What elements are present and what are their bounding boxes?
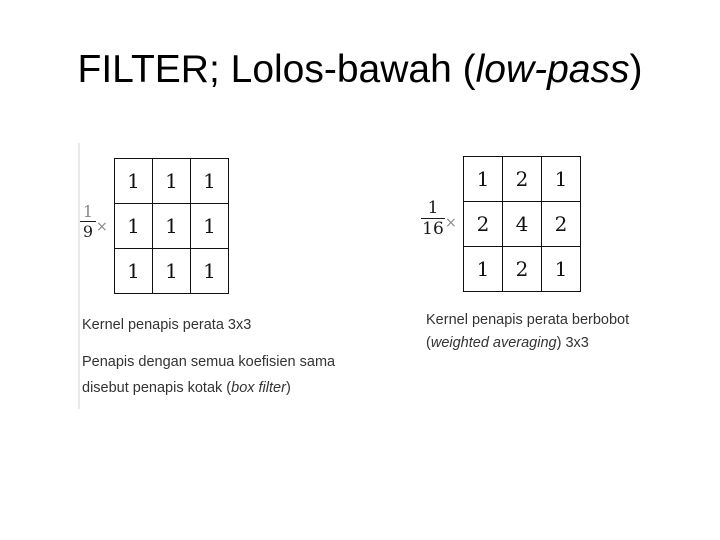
matrix-cell: 1 [191,204,229,249]
matrix-cell: 4 [503,202,542,247]
matrix-cell: 1 [464,157,503,202]
box-filter-note-line2 [82,378,291,399]
matrix-cell: 1 [153,204,191,249]
matrix-row [115,159,229,204]
matrix-row [115,249,229,294]
matrix-cell: 2 [503,247,542,292]
right-kernel-caption-line1: Kernel penapis perata berbobot [426,312,630,328]
matrix-cell: 2 [503,157,542,202]
matrix-cell: 1 [115,159,153,204]
left-kernel-caption: Kernel penapis perata 3x3 [82,317,252,333]
right-factor [421,199,445,238]
matrix-cell: 1 [464,247,503,292]
title-italic: low-pass [475,48,630,91]
right-kernel-matrix [463,156,581,292]
left-times-sign: × [96,219,108,235]
note-italic: box filter [231,380,286,396]
caption-italic: weighted averaging [430,335,557,351]
matrix-cell: 1 [115,204,153,249]
matrix-row [464,247,581,292]
matrix-cell: 2 [464,202,503,247]
left-border-strip [78,143,80,409]
matrix-cell: 2 [542,202,581,247]
matrix-cell: 1 [191,249,229,294]
right-factor-denominator: 16 [422,219,444,239]
matrix-cell: 1 [542,247,581,292]
slide-title [0,44,720,96]
matrix-row [115,204,229,249]
title-suffix: ) [629,48,643,91]
matrix-cell: 1 [153,159,191,204]
note-suffix: ) [285,380,291,396]
matrix-cell: 1 [153,249,191,294]
right-factor-numerator: 1 [427,198,439,218]
left-kernel-matrix [114,158,229,294]
caption-prefix: ( [426,335,431,351]
right-times-sign: × [445,215,457,231]
caption-suffix: ) 3x3 [556,335,589,351]
left-factor [80,203,96,240]
matrix-row [464,202,581,247]
matrix-cell: 1 [191,159,229,204]
left-factor-denominator: 9 [82,222,94,241]
left-factor-numerator: 1 [82,202,94,221]
title-prefix: FILTER; Lolos-bawah ( [77,48,476,91]
matrix-cell: 1 [542,157,581,202]
matrix-cell: 1 [115,249,153,294]
box-filter-note-line1: Penapis dengan semua koefisien sama [82,354,336,370]
matrix-row [464,157,581,202]
note-prefix: disebut penapis kotak ( [82,380,232,396]
right-kernel-caption-line2 [426,333,589,354]
